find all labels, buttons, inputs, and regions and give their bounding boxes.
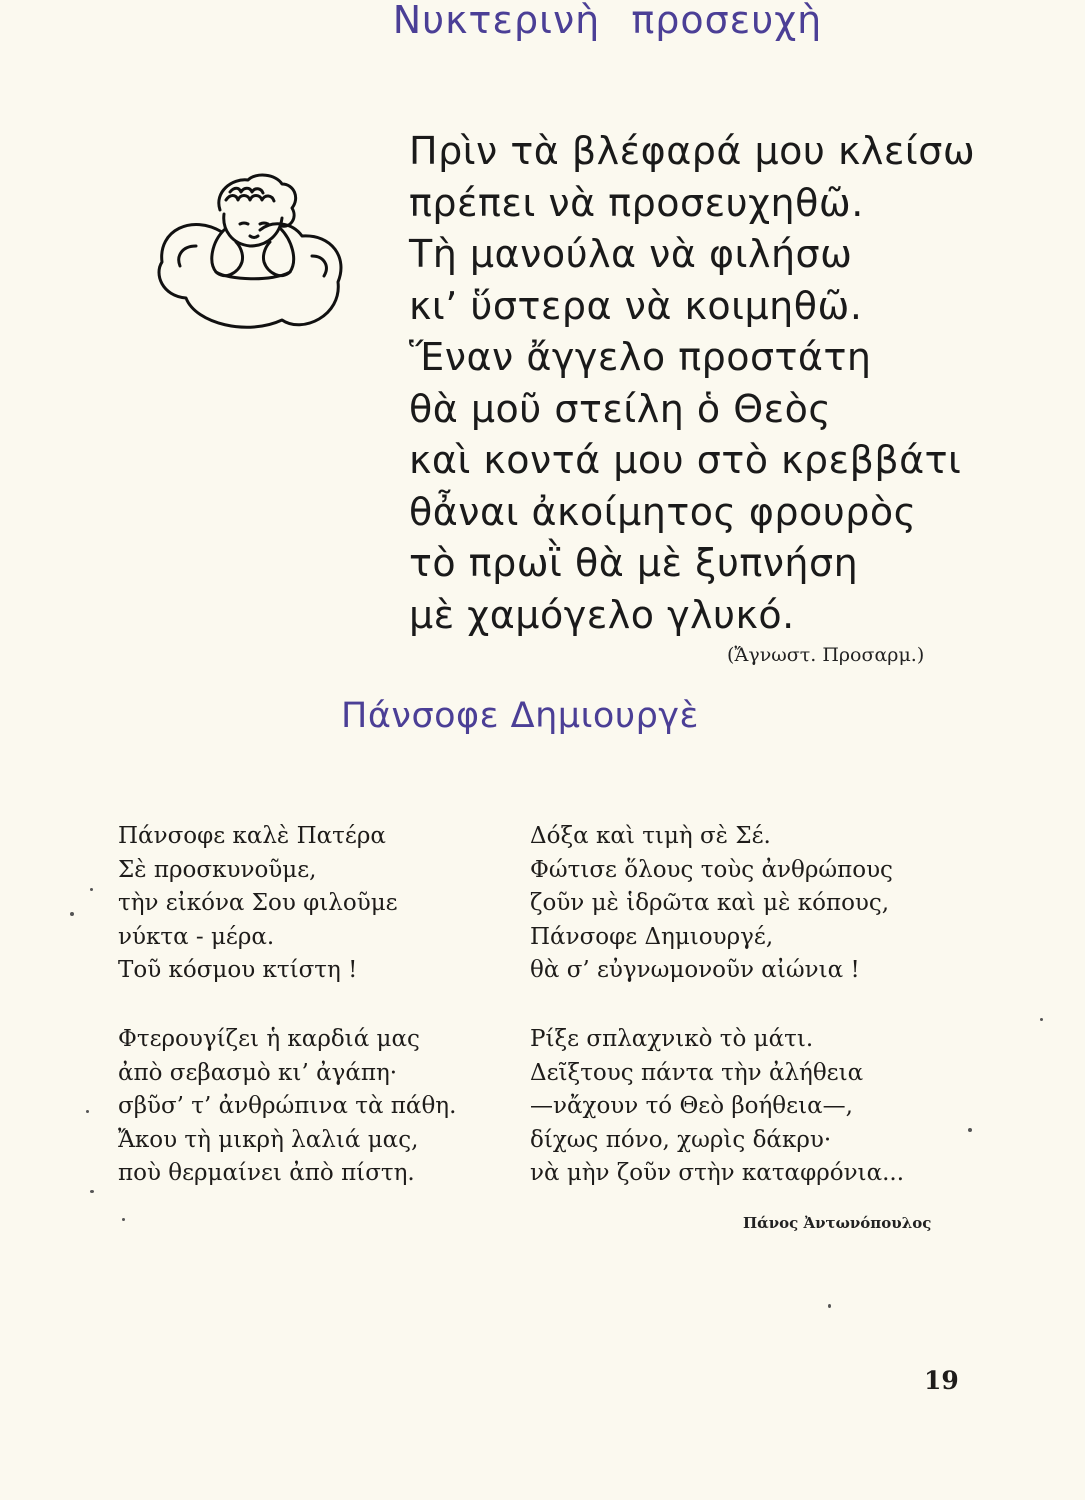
poem2-line: θὰ σ’ εὐγνωμονοῦν αἰώνια ! <box>530 957 860 983</box>
poem2-line: Ρίξε σπλαχνικὸ τὸ μάτι. <box>530 1026 814 1052</box>
poem1-title: Νυκτερινὴ προσευχὴ <box>392 0 823 42</box>
poem2-line: Πάνσοφε καλὲ Πατέρα <box>118 823 386 849</box>
poem2-stanza <box>530 1023 904 1191</box>
poem2-stanza <box>118 820 398 988</box>
poem2-line: Σὲ προσκυνοῦμε, <box>118 856 317 883</box>
poem1-line: θἆναι ἀκοίμητος φρουρὸς <box>409 489 917 534</box>
poem1-line: Πρὶν τὰ βλέφαρά μου κλείσω <box>409 129 976 173</box>
poem2-line: νὰ μὴν ζοῦν στὴν καταφρόνια... <box>530 1160 905 1186</box>
poem2-line: —νἄχουν τό Θεὸ βοήθεια—, <box>530 1093 853 1119</box>
poem1-line: τὸ πρωῒ θὰ μὲ ξυπνήση <box>409 541 859 585</box>
scan-speck <box>968 1128 972 1132</box>
poem2-line: Δόξα καὶ τιμὴ σὲ Σέ. <box>530 823 771 849</box>
poem2-author: Πάνος Ἀντωνόπουλος <box>743 1214 932 1232</box>
poem1-attribution: (Ἄγνωστ. Προσαρμ.) <box>727 644 925 666</box>
poem1-line: θὰ μοῦ στείλη ὁ Θεὸς <box>409 386 832 431</box>
poem2-line: Φώτισε ὅλους τοὺς ἀνθρώπους <box>530 856 893 883</box>
poem1-line: Ἕναν ἄγγελο προστάτη <box>409 335 872 379</box>
poem2-line: σβῦσ’ τ’ ἀνθρώπινα τὰ πάθη. <box>118 1093 457 1119</box>
poem1-line: κι’ ὕστερα νὰ κοιμηθῶ. <box>409 283 863 328</box>
poem1-line: Τὴ μανούλα νὰ φιλήσω <box>409 232 853 276</box>
poem1-line: καὶ κοντά μου στὸ κρεββάτι <box>409 438 962 482</box>
poem2-line: Πάνσοφε Δημιουργέ, <box>530 923 774 950</box>
scan-speck <box>86 1110 89 1113</box>
poem1-line: μὲ χαμόγελο γλυκό. <box>409 592 795 637</box>
scan-speck <box>90 1190 94 1193</box>
poem2-stanza <box>118 1023 456 1191</box>
page-number: 19 <box>924 1366 959 1395</box>
scan-speck <box>1040 1018 1043 1021</box>
poem2-line: ἀπὸ σεβασμὸ κι’ ἀγάπη· <box>118 1059 398 1086</box>
poem2-line: ζοῦν μὲ ἱδρῶτα καὶ μὲ κόπους, <box>530 890 890 916</box>
poem1-body <box>409 126 975 641</box>
poem2-line: Φτερουγίζει ἡ καρδιά μας <box>118 1026 420 1052</box>
poem2-line: Τοῦ κόσμου κτίστη ! <box>118 957 358 983</box>
poem1-line: πρέπει νὰ προσευχηθῶ. <box>409 180 864 225</box>
scan-speck <box>122 1218 125 1221</box>
poem2-stanza <box>530 820 893 988</box>
poem2-line: Ἄκου τὴ μικρὴ λαλιά μας, <box>118 1126 419 1153</box>
poem2-line: δίχως πόνο, χωρὶς δάκρυ· <box>530 1126 832 1153</box>
poem2-title: Πάνσοφε Δημιουργὲ <box>341 696 699 736</box>
scan-speck <box>828 1304 831 1308</box>
scan-speck <box>70 912 74 916</box>
poem2-line: Δεῖξτους πάντα τὴν ἀλήθεια <box>530 1059 864 1086</box>
cherub-on-cloud-icon <box>152 170 348 336</box>
scan-speck <box>90 888 93 891</box>
poem2-line: νύκτα - μέρα. <box>118 923 275 950</box>
poem2-line: τὴν εἰκόνα Σου φιλοῦμε <box>118 890 398 916</box>
poem2-line: ποὺ θερμαίνει ἀπὸ πίστη. <box>118 1160 415 1186</box>
